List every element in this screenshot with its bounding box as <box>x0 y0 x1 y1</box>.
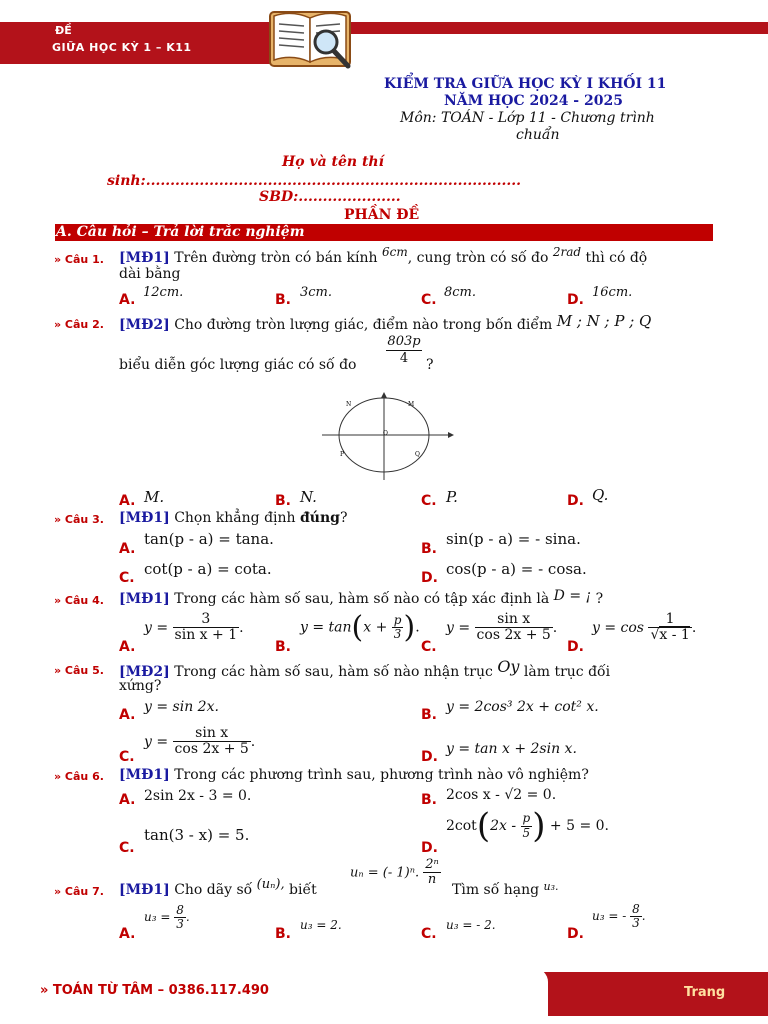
question-text-part: thì có độ <box>585 250 648 266</box>
option-label-b: B. <box>275 639 291 655</box>
level-tag: [MĐ1] <box>119 510 170 526</box>
question-label: » Câu 6. <box>54 770 104 783</box>
answer-d[interactable]: cos(p - a) = - cosa. <box>446 560 587 578</box>
answer-a[interactable]: M. <box>144 488 165 506</box>
question-mark: ? <box>339 510 348 526</box>
answer-a[interactable]: y = $\frac{3}{\text{sin x + 1}}$ . <box>144 611 244 644</box>
option-label-c: C. <box>421 292 437 308</box>
question-text-continued: xứng? <box>119 678 162 694</box>
option-label-d: D. <box>421 749 438 765</box>
subject-line: Môn: TOÁN - Lớp 11 - Chương trình <box>400 110 655 126</box>
answer-a[interactable]: y = sin 2x. <box>144 699 219 715</box>
answer-d[interactable]: y = cos $\frac{1}{√x - 1}$ . <box>592 611 697 644</box>
option-label-d: D. <box>421 570 438 586</box>
question-label: » Câu 7. <box>54 885 104 898</box>
question-label: » Câu 5. <box>54 664 104 677</box>
answer-a[interactable]: 12cm. <box>143 285 184 300</box>
sequence-formula: uₙ = (- 1)ⁿ. $\frac{\text{2ⁿ}}{n}$ <box>350 857 439 888</box>
level-tag: [MĐ2] <box>119 664 170 680</box>
option-label-d: D. <box>567 926 584 942</box>
footer-page-label: Trang <box>684 985 726 1000</box>
answer-d[interactable]: Q. <box>592 486 609 504</box>
footer-contact: » TOÁN TỪ TÂM – 0386.117.490 <box>40 983 269 998</box>
question-text-part: Cho đường tròn lượng giác, điểm nào trong bốn điểm <box>174 317 553 333</box>
question-text-part: , cung tròn có số đo <box>407 250 549 266</box>
student-name-label: Họ và tên thí <box>282 154 384 170</box>
question-text-part: Chọn khẳng định <box>174 510 296 526</box>
section-title: A. Câu hỏi – Trả lời trắc nghiệm <box>56 224 305 240</box>
answer-c[interactable]: 8cm. <box>444 285 477 300</box>
level-tag: [MĐ1] <box>119 591 170 607</box>
answer-c[interactable]: tan(3 - x) = 5. <box>144 826 250 844</box>
question-text-part: biết <box>289 882 317 898</box>
math-value: 6cm <box>381 245 408 259</box>
option-label-a: A. <box>119 493 136 509</box>
open-book-magnifier-icon <box>268 6 356 72</box>
question-mark: ? <box>595 591 604 607</box>
option-label-b: B. <box>275 926 291 942</box>
answer-b[interactable]: y = tan(x + $\frac{p}{3}$ ). <box>300 610 420 645</box>
math-value: 2rad <box>552 245 582 259</box>
question-text-continued: dài bằng <box>119 266 181 282</box>
option-label-b: B. <box>275 292 291 308</box>
math-value: Oy <box>497 657 520 676</box>
question-text <box>119 588 604 607</box>
answer-a[interactable]: 2sin 2x - 3 = 0. <box>144 788 252 804</box>
answer-b[interactable]: 2cos x - √2 = 0. <box>446 787 557 803</box>
math-value: (uₙ), <box>256 877 285 892</box>
answer-c[interactable]: P. <box>446 488 458 506</box>
option-label-d: D. <box>567 292 584 308</box>
option-label-d: D. <box>567 639 584 655</box>
option-label-c: C. <box>421 926 437 942</box>
answer-b[interactable]: sin(p - a) = - sina. <box>446 530 581 548</box>
point-p-label: P <box>340 451 345 458</box>
math-value: M ; N ; P ; Q <box>556 312 652 330</box>
option-label-a: A. <box>119 292 136 308</box>
option-label-b: B. <box>421 541 437 557</box>
level-tag: [MĐ2] <box>119 317 170 333</box>
question-label: » Câu 4. <box>54 594 104 607</box>
question-label: » Câu 3. <box>54 513 104 526</box>
question-text-continued: Tìm số hạng $^{u_3.}$ <box>452 880 559 898</box>
option-label-c: C. <box>119 840 135 856</box>
option-label-c: C. <box>421 639 437 655</box>
part-heading: PHẦN ĐỀ <box>344 207 420 223</box>
question-text-part: Trong các hàm số sau, hàm số nào nhận trục <box>174 664 493 680</box>
question-text <box>119 877 317 898</box>
question-text-part: Trong các phương trình sau, phương trình nào vô nghiệm? <box>174 767 589 783</box>
point-q-label: Q <box>415 451 420 458</box>
answer-a[interactable]: tan(p - a) = tana. <box>144 530 274 548</box>
question-text <box>119 312 652 333</box>
answer-d[interactable]: u₃ = - $\frac{8}{3}$ . <box>592 902 646 931</box>
candidate-number-field: SBD:..................... <box>259 189 401 205</box>
option-label-d: D. <box>421 840 438 856</box>
option-label-b: B. <box>421 792 437 808</box>
question-text-continued: biểu diễn góc lượng giác có số đo <box>119 357 357 373</box>
option-label-c: C. <box>119 749 135 765</box>
question-label: » Câu 1. <box>54 253 104 266</box>
answer-c[interactable]: cot(p - a) = cota. <box>144 560 272 578</box>
student-name-field: sinh:............................................................................. <box>107 173 522 189</box>
subject-line-2: chuẩn <box>516 127 560 143</box>
math-value: D = ¡ <box>553 588 592 604</box>
level-tag: [MĐ1] <box>119 767 170 783</box>
banner-line2: GIỮA HỌC KỲ 1 – K11 <box>52 41 192 54</box>
option-label-d: D. <box>567 493 584 509</box>
answer-c[interactable]: y = $\frac{\text{sin x}}{\cos 2x + 5}$ . <box>144 725 256 758</box>
option-label-c: C. <box>421 493 437 509</box>
point-n-label: N <box>346 401 352 408</box>
answer-b[interactable]: N. <box>300 488 317 506</box>
question-text <box>119 245 648 266</box>
option-label-a: A. <box>119 926 136 942</box>
question-label: » Câu 2. <box>54 318 104 331</box>
footer-bottom-edge <box>0 1016 768 1024</box>
level-tag: [MĐ1] <box>119 882 170 898</box>
answer-b[interactable]: u₃ = 2. <box>300 918 342 932</box>
exam-title: KIỂM TRA GIỮA HỌC KỲ I KHỐI 11 <box>384 76 667 92</box>
origin-label: O <box>383 430 388 437</box>
answer-b[interactable]: y = 2cos³ 2x + cot² x. <box>446 699 599 715</box>
question-text-part: làm trục đối <box>523 664 611 680</box>
point-m-label: M <box>408 401 415 408</box>
option-label-b: B. <box>421 707 437 723</box>
emphasis: đúng <box>300 510 340 526</box>
question-mark: ? <box>426 357 434 373</box>
answer-a[interactable]: u₃ = $\frac{8}{3}$ . <box>144 903 190 932</box>
option-label-c: C. <box>119 570 135 586</box>
header-stripe <box>290 22 768 34</box>
question-text <box>119 657 715 680</box>
question-text-part: Trong các hàm số sau, hàm số nào có tập xác định là <box>174 591 550 607</box>
answer-c[interactable]: y = $\frac{\text{sin x}}{\cos 2x + 5}$ . <box>446 611 558 644</box>
answer-b[interactable]: 3cm. <box>300 285 333 300</box>
question-text-part: Trên đường tròn có bán kính <box>174 250 378 266</box>
fraction-803p-4: 803p 4 <box>387 334 421 366</box>
question-text <box>119 767 589 783</box>
option-label-a: A. <box>119 639 136 655</box>
school-year: NĂM HỌC 2024 - 2025 <box>444 93 623 109</box>
answer-d[interactable]: 16cm. <box>592 285 633 300</box>
option-label-a: A. <box>119 541 136 557</box>
level-tag: [MĐ1] <box>119 250 170 266</box>
option-label-a: A. <box>119 792 136 808</box>
question-text <box>119 510 347 526</box>
answer-d[interactable]: y = tan x + 2sin x. <box>446 741 577 757</box>
unit-circle-figure <box>318 392 458 482</box>
option-label-b: B. <box>275 493 291 509</box>
option-label-a: A. <box>119 707 136 723</box>
answer-d[interactable]: 2cot(2x - $\frac{p}{5}$ ) + 5 = 0. <box>446 806 609 846</box>
answer-c[interactable]: u₃ = - 2. <box>446 918 496 932</box>
banner-line1: ĐỀ <box>55 24 72 37</box>
question-text-part: Cho dãy số <box>174 882 253 898</box>
